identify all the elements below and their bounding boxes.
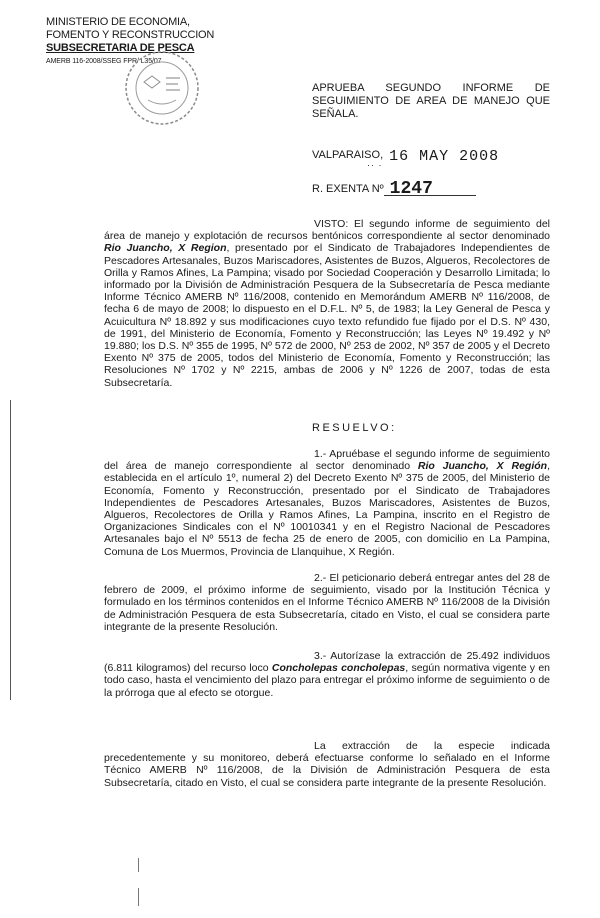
place-and-date (312, 146, 499, 163)
item-3-rest: , según normativa vigente y en todo caso, hasta el vencimiento del plazo para entregar el próximo informe de seguimiento o de la prórroga que al efecto se otorgue. (104, 662, 550, 699)
item-3-species: Concholepas concholepas (271, 662, 406, 675)
item-3-lead: 3.- Autorízase la extracción de 25.492 individuos (6.811 kilogramos) del recurso loco (104, 650, 550, 675)
visto-rest: , presentado por el Sindicato de Trabajadores Independientes de Pescadores Artesanales, Buzos Mariscadores, Asistentes de Buzos, Algueros, Recolectores de Orilla y Ramos Afines, La Pampina; visado por Sociedad Cooperación y Desarrollo Limitada; lo informado por la División de Administración Pesquera de la Subsecretaría de Pesca mediante Informe Técnico AMERB Nº 116/2008, contenido en Memorándum AMERB Nº 116/2008, de fecha 6 de mayo de 2008; lo dispuesto en el D.F.L. Nº 5, de 1983; la Ley General de Pesca y Acuicultura Nº 18.892 y sus modificaciones cuyo texto refundido fue fijado por el D.S. Nº 430, de 1991, del Ministerio de Economía, Fomento y Reconstrucción; las Leyes Nº 19.492 y Nº 19.880; los D.S. Nº 355 de 1995, Nº 572 de 2000, Nº 253 de 2002, Nº 357 de 2005 y el Decreto Exento Nº 375 de 2005, todos del Ministerio de Economía, Fomento y Reconstrucción; las Resoluciones Nº 1702 y Nº 2215, ambas de 2006 y Nº 1226 de 2007, todas de esta Subsecretaría. (104, 242, 550, 389)
item-3-continuation: La extracción de la especie indicada precedentemente y su monitoreo, deberá efectuarse conforme lo señalado en el Informe Técnico AMERB Nº 116/2008, de la División de Administración Pesquera de esta Subsecretaría, citado en Visto, el cual se considera parte integrante de la presente Resolución. (104, 740, 550, 789)
resuelvo-heading: RESUELVO: (312, 422, 397, 434)
date-stamp: 16 MAY 2008 (389, 148, 500, 165)
resolution-number: 1247 (389, 179, 433, 199)
resolution-label: R. EXENTA Nº (312, 183, 384, 195)
item-1-lead: 1.- Apruébase el segundo informe de seguimiento del área de manejo correspondiente al sector denominado (104, 448, 550, 473)
scan-tick-mark (138, 858, 139, 872)
visto-lead: VISTO: El segundo informe de seguimiento del área de manejo y explotación de recursos bentónicos correspondiente al sector denominado (104, 218, 550, 243)
scan-tick-mark (138, 888, 139, 906)
item-1-paragraph (104, 448, 550, 558)
reference-code: AMERB 116-2008/SSEG FPR/ L35/07 (46, 58, 162, 65)
scan-edge-mark (10, 400, 11, 700)
item-3-paragraph (104, 650, 550, 699)
document-title: APRUEBA SEGUNDO INFORME DE SEGUIMIENTO DE AREA DE MANEJO QUE SEÑALA. (312, 82, 550, 120)
item-1-sector: Rio Juancho, X Región (417, 460, 548, 473)
subsecretaria-line: SUBSECRETARIA DE PESCA (46, 42, 195, 54)
item-2-paragraph: 2.- El peticionario deberá entregar antes del 28 de febrero de 2009, el próximo informe de seguimiento, visado por la Institución Técnica y formulado en los términos contenidos en el Informe Técnico AMERB Nº 116/2008 de la División de Administración Pesquera de esta Subsecretaría, citado en Visto, el cual se considera parte integrante de la presente Resolución. (104, 572, 550, 633)
ministry-line-1: MINISTERIO DE ECONOMIA, (46, 16, 190, 28)
item-1-rest: , establecida en el artículo 1º, numeral 2) del Decreto Exento Nº 375 de 2005, del Ministerio de Economía, Fomento y Reconstrucción, presentado por el Sindicato de Trabajadores Independientes de Pescadores Artesanales, Buzos Mariscadores, Asistentes de Buzos, Algueros, Recolectores de Orilla y Ramos Afines, La Pampina, inscrito en el Registro de Organizaciones Sindicales con el Nº 10010341 y en el Registro Nacional de Pescadores Artesanales bajo el Nº 5513 de fecha 25 de enero de 2005, con domicilio en La Pampina, Comuna de Los Muermos, Provincia de Llanquihue, X Región. (104, 460, 550, 558)
resolution-underline (384, 195, 476, 196)
dot-marks: ·· · (367, 160, 383, 170)
visto-sector: Rio Juancho, X Region (104, 242, 227, 255)
official-seal-stamp (122, 48, 202, 128)
visto-paragraph (104, 218, 550, 389)
resolution-number-line (312, 178, 433, 198)
ministry-line-2: FOMENTO Y RECONSTRUCCION (46, 29, 215, 41)
place: VALPARAISO, (312, 149, 384, 161)
